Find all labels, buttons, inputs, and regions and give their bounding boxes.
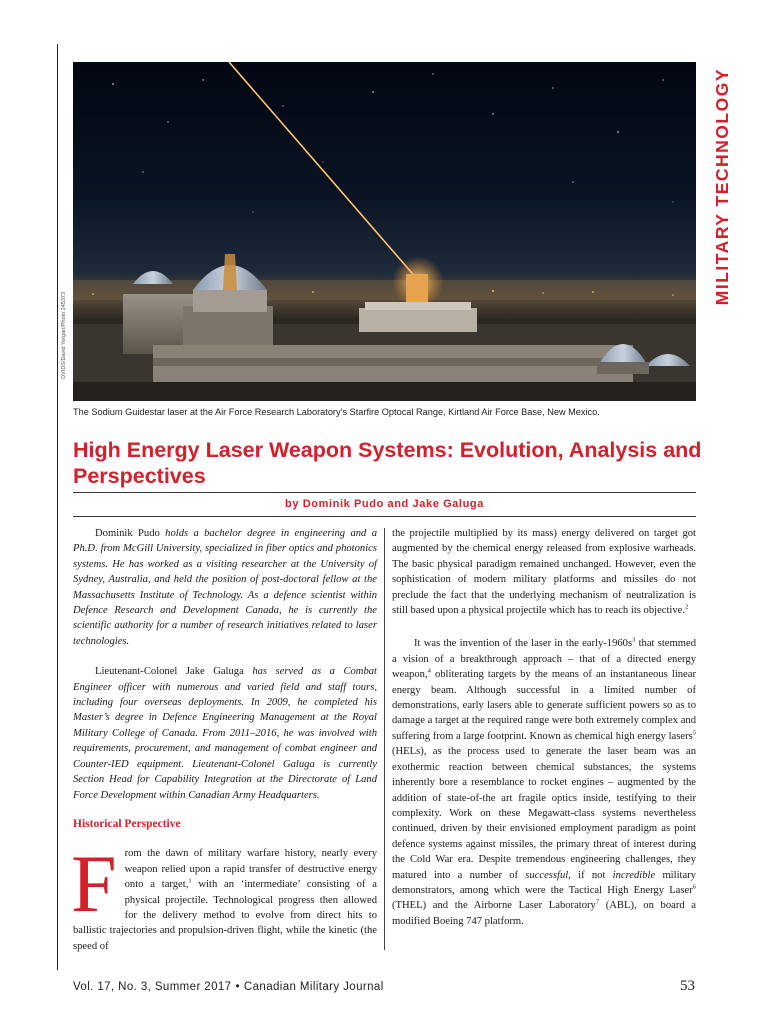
paragraph-2-text-f: military demonstrators, among which were the Tactical High Energy Laser bbox=[392, 869, 696, 896]
footnote-ref-1[interactable]: 1 bbox=[188, 877, 192, 885]
section-side-label bbox=[707, 46, 737, 328]
observatory-night-scene bbox=[73, 62, 696, 401]
left-column bbox=[73, 526, 377, 954]
paragraph-2-emphasis-1: successful bbox=[525, 869, 569, 881]
paragraph-2-text-c: obliterating targets by the means of an instantaneous linear energy beam. Although successful in a limited number of demonstrations, early lasers able to generate sufficient powers so as to damage a target at the required range were both extremely complex and suffering from a large footprint. Known as chemical high energy lasers bbox=[392, 669, 696, 742]
paragraph-2-text-a: It was the invention of the laser in the early-1960s bbox=[414, 638, 633, 650]
hero-photo bbox=[73, 62, 696, 401]
footnote-ref-6[interactable]: 6 bbox=[692, 883, 696, 891]
small-dome bbox=[133, 271, 173, 284]
footer-bullet: • bbox=[235, 981, 240, 993]
drop-cap: F bbox=[71, 838, 117, 930]
footer-issue: Vol. 17, No. 3, Summer 2017 bbox=[73, 981, 232, 993]
article-title: High Energy Laser Weapon Systems: Evolution, Analysis and Perspectives bbox=[73, 438, 702, 488]
photo-credit-text: DVIDS/David Yergan/Photo 245373 bbox=[61, 291, 67, 379]
paragraph-1-text-a: rom the dawn of military warfare history, nearly every weapon relied upon a rapid transfer of destructive energy onto a target, bbox=[124, 848, 377, 891]
section-side-label-text: MILITARY TECHNOLOGY bbox=[711, 68, 732, 306]
bio-galuga bbox=[73, 664, 377, 803]
paragraph-1-text-b: with an ‘intermediate’ consisting of a physical projectile. Technological progress then allowed for the delivery method to evolve from direct hits to ballistic trajectories and propulsion-driven flight, while the kinetic (the speed of bbox=[73, 879, 377, 952]
page-number: 53 bbox=[680, 978, 695, 994]
paragraph-2-text-h: (ABL), on board a modified Boeing 747 platform. bbox=[392, 900, 696, 927]
paragraph-2-text-b: that stemmed a vision of a breakthrough approach – that of a directed energy weapon, bbox=[392, 638, 696, 681]
paragraph-2 bbox=[392, 636, 696, 929]
bio-pudo-text: holds a bachelor degree in engineering and a Ph.D. from McGill University, specialized in fiber optics and photonics systems. He has worked as a visiting researcher at the University of Sydney, Australia, and held the position of post-doctoral fellow at the Massachusetts Institute of Technology. As a defence scientist within Defence Research and Development Canada, he is currently the scientific authority for a number of research initiatives related to laser technologies. bbox=[73, 528, 377, 647]
photo-caption: The Sodium Guidestar laser at the Air Force Research Laboratory’s Starfire Optocal Range, Kirtland Air Force Base, New Mexico. bbox=[73, 407, 600, 417]
bio-galuga-text: has served as a Combat Engineer officer with numerous and varied field and staff tours, including four overseas deployments. In 2009, he completed his Master’s degree in Defence Engineering Management at the Royal Military College of Canada. From 2011–2016, he was involved with requirements, procurement, and management of combat engineer and Counter-IED equipment. Lieutenant-Colonel Galuga is currently Section Head for Capability Integration at the Directorate of Land Force Development within Canadian Army Headquarters. bbox=[73, 666, 377, 801]
photo-credit bbox=[58, 275, 70, 395]
left-margin-rule bbox=[57, 44, 58, 970]
footer-issue-info bbox=[73, 981, 384, 993]
byline: by Dominik Pudo and Jake Galuga bbox=[285, 498, 484, 510]
footnote-ref-7[interactable]: 7 bbox=[595, 898, 600, 906]
paragraph-2-text-g: (THEL) and the Airborne Laser Laboratory bbox=[392, 900, 596, 912]
paragraph-2-text-e: , if not bbox=[568, 869, 613, 881]
byline-rule bbox=[73, 516, 696, 517]
paragraph-2-emphasis-2: incredible bbox=[612, 869, 656, 881]
footer-journal: Canadian Military Journal bbox=[243, 981, 384, 993]
footnote-ref-3[interactable]: 3 bbox=[632, 636, 636, 644]
paragraph-1-continued bbox=[392, 526, 696, 618]
section-heading: Historical Perspective bbox=[73, 817, 181, 830]
page-footer bbox=[73, 978, 695, 995]
paragraph-2-text-d: (HELs), as the process used to generate the laser beam was an exothermic reaction between chemical substances, the systems inherently bore a resemblance to rocket engines – augmented by the addition of state-of-the art fragile optics inside, testifying to their complexity. Work on these Megawatt-class systems nevertheless continued, driven by their envisioned employment paradigm as point defence systems against missiles, the primary threat of interest during the Cold War era. Despite tremendous engineering challenges, they matured into a number of bbox=[392, 746, 696, 881]
bio-pudo bbox=[73, 526, 377, 649]
footnote-ref-2[interactable]: 2 bbox=[685, 603, 689, 611]
footnote-ref-4[interactable]: 4 bbox=[427, 667, 431, 675]
bio-galuga-name: Lieutenant-Colonel Jake Galuga bbox=[95, 666, 244, 678]
stars bbox=[112, 73, 673, 212]
paragraph-1-text-c: the projectile multiplied by its mass) energy delivered on target got augmented by the chemical energy released from explosive warheads. The basic physical paradigm remained unchanged. However, even the sophistication of modern military platforms and missiles do not preclude the fact that the underlying mechanism of neutralization is still based upon a physical projectile which has to reach its objective. bbox=[392, 528, 696, 617]
right-column bbox=[392, 526, 696, 929]
bio-pudo-name: Dominik Pudo bbox=[95, 528, 160, 539]
footnote-ref-5[interactable]: 5 bbox=[692, 729, 696, 737]
title-rule bbox=[73, 492, 696, 493]
paragraph-1-start bbox=[71, 838, 377, 954]
column-divider bbox=[384, 528, 385, 950]
